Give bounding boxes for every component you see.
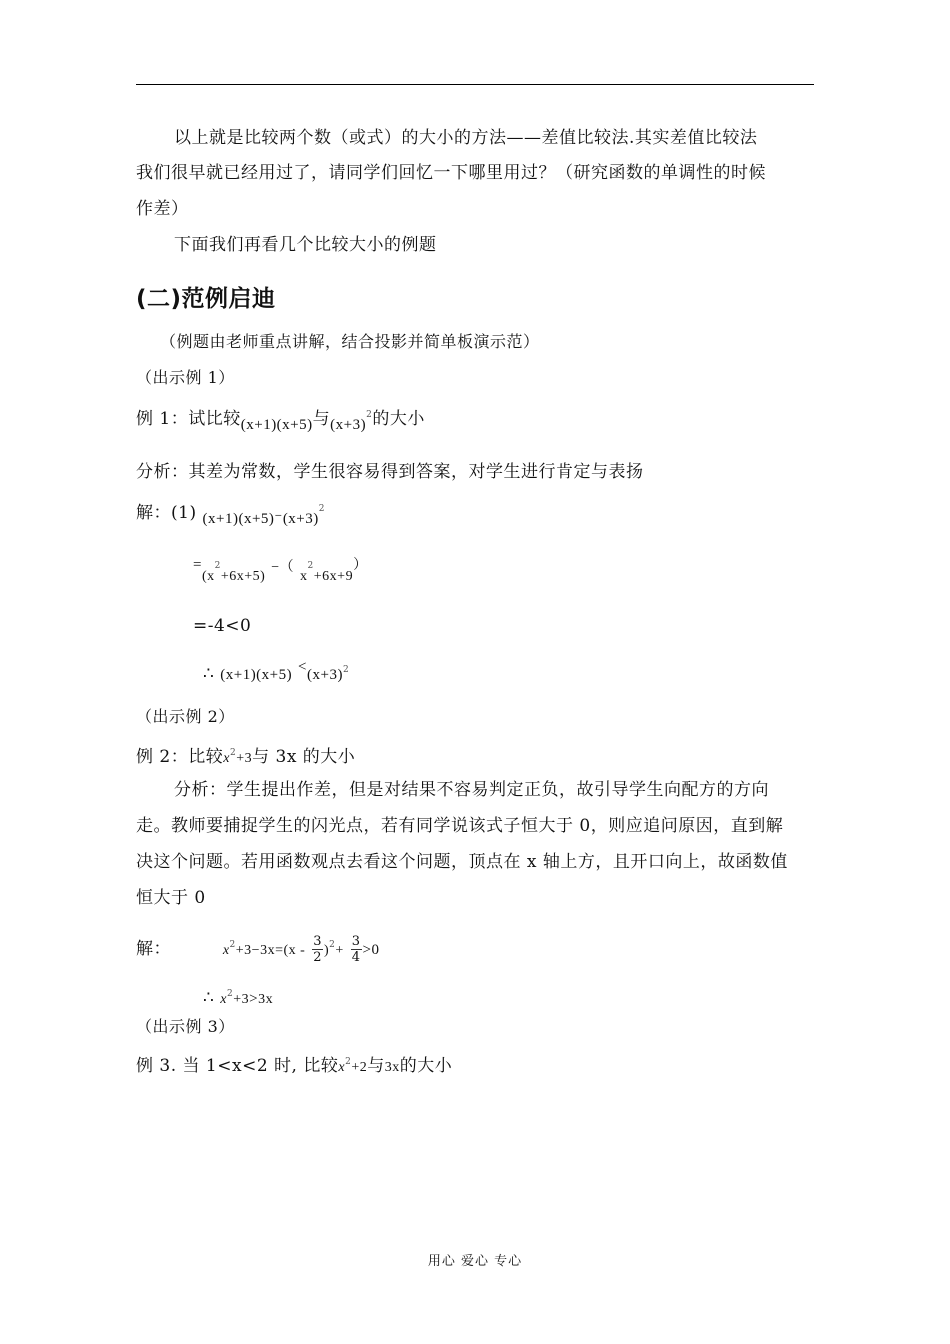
frac2-den: 4 [351, 950, 361, 965]
ex1-step3: =-4<0 [193, 616, 252, 636]
ex2-concl-b: +3 [233, 992, 250, 1007]
ex1-step2-close: ） [353, 558, 368, 573]
ex2-sol-f: + [335, 943, 344, 958]
ex3-mid: 与 [367, 1056, 385, 1076]
teaching-note: （例题由老师重点讲解，结合投影并简单板演示范） [160, 332, 540, 351]
page-footer: 用心 爱心 专心 [427, 1254, 523, 1269]
ex2-expr: x [223, 751, 230, 766]
ex2-solution-label: 解： [136, 939, 171, 959]
therefore-symbol: ∴ [203, 664, 215, 684]
ex2-sol-c: −3x [251, 943, 276, 958]
intro-paragraph-line-3: 作差） [136, 199, 189, 219]
ex3-prefix: 例 3. 当 1<x<2 时, 比较 [136, 1056, 339, 1076]
ex1-prefix: 例 1：试比较 [136, 409, 241, 429]
ex1-step2-exp1: 2 [214, 561, 221, 571]
ex1-solution-label: 解：(1) [136, 503, 197, 523]
ex3-expr-tail: +2 [351, 1060, 368, 1075]
ex2-concl-c: > [249, 991, 259, 1007]
ex1-suffix: 的大小 [372, 409, 425, 429]
ex2-concl-a: x [220, 992, 227, 1007]
ex1-step2-a: (x [201, 569, 215, 584]
ex1-step1-expr: (x+1)(x+5)⁻(x+3) [202, 511, 319, 527]
ex2-sol-a: x [222, 943, 230, 958]
ex1-show-label: （出示例 1） [136, 368, 235, 387]
ex1-statement [136, 405, 816, 433]
ex1-analysis: 分析：其差为常数，学生很容易得到答案，对学生进行肯定与表扬 [136, 462, 644, 482]
fraction-three-quarters [351, 934, 362, 965]
ex1-step2-d: +6x+9 [313, 569, 354, 584]
intro-paragraph-line-2: 我们很早就已经用过了，请同学们回忆一下哪里用过？（研究函数的单调性的时候 [136, 163, 766, 183]
ex3-suffix: 的大小 [399, 1056, 453, 1076]
ex2-sol-g: >0 [362, 942, 380, 958]
ex2-sol-d: =(x - [275, 943, 306, 958]
ex1-conclusion-b: (x+3) [307, 667, 343, 683]
ex1-solution-step1 [136, 499, 816, 527]
ex2-mid: 与 3x 的大小 [252, 747, 356, 767]
ex2-analysis-line-2: 走。教师要捕捉学生的闪光点，若有同学说该式子恒大于 0，则应追问原因，直到解 [136, 816, 784, 836]
ex2-sol-b: +3 [235, 943, 252, 958]
ex1-step2-eq: = [193, 557, 202, 573]
ex3-exp: 2 [345, 1057, 352, 1067]
ex1-exp-b: 2 [366, 410, 373, 420]
ex1-conclusion-a: (x+1)(x+5) [220, 667, 293, 683]
ex3-statement [136, 1052, 816, 1078]
ex2-sol-exp2: 2 [329, 940, 336, 950]
ex1-solution-step2 [193, 556, 873, 582]
ex2-analysis-line-4: 恒大于 0 [136, 888, 206, 908]
ex2-analysis-line-3: 决这个问题。若用函数观点去看这个问题，顶点在 x 轴上方，且开口向上，故函数值 [136, 852, 788, 872]
ex1-step1-exp: 2 [318, 504, 326, 514]
ex3-expr: x [338, 1060, 346, 1075]
intro-paragraph-line-1: 以上就是比较两个数（或式）的大小的方法——差值比较法.其实差值比较法 [174, 128, 758, 148]
ex2-concl-d: 3x [258, 992, 274, 1007]
ex3-expr2: 3x [384, 1060, 400, 1075]
ex1-conclusion-lt: < [298, 659, 308, 675]
ex3-show-label: （出示例 3） [136, 1017, 235, 1036]
ex2-sol-e: ) [324, 943, 330, 958]
ex2-concl-exp: 2 [226, 989, 234, 999]
ex1-conclusion [203, 660, 883, 685]
ex2-analysis-line-1: 分析：学生提出作差，但是对结果不容易判定正负，故引导学生向配方的方向 [174, 780, 769, 800]
frac2-num: 3 [351, 934, 361, 949]
ex1-step2-b: +6x+5) [220, 569, 266, 584]
intro-paragraph-2: 下面我们再看几个比较大小的例题 [174, 235, 437, 255]
ex1-mid: 与 [312, 409, 331, 429]
ex2-exp: 2 [229, 748, 237, 758]
ex2-statement [136, 743, 816, 769]
ex2-prefix: 例 2：比较 [136, 747, 224, 767]
ex2-sol-exp1: 2 [229, 940, 236, 950]
header-rule [136, 84, 814, 85]
ex1-step2-exp2: 2 [307, 561, 314, 571]
ex1-expr-a: (x+1)(x+5) [240, 417, 313, 433]
ex2-solution [136, 934, 816, 965]
ex2-conclusion [203, 984, 883, 1010]
frac1-num: 3 [313, 934, 322, 949]
fraction-three-halves [312, 934, 323, 965]
frac1-den: 2 [313, 950, 322, 965]
ex2-show-label: （出示例 2） [136, 707, 235, 726]
ex2-expr-tail: +3 [236, 751, 253, 766]
ex1-expr-b: (x+3) [330, 417, 367, 433]
ex1-conclusion-exp: 2 [342, 665, 350, 675]
section-title: (二)范例启迪 [136, 286, 276, 312]
therefore-symbol-2: ∴ [203, 988, 215, 1008]
ex1-step2-minus: −（ [271, 560, 295, 575]
ex1-step2-c: x [300, 569, 308, 584]
